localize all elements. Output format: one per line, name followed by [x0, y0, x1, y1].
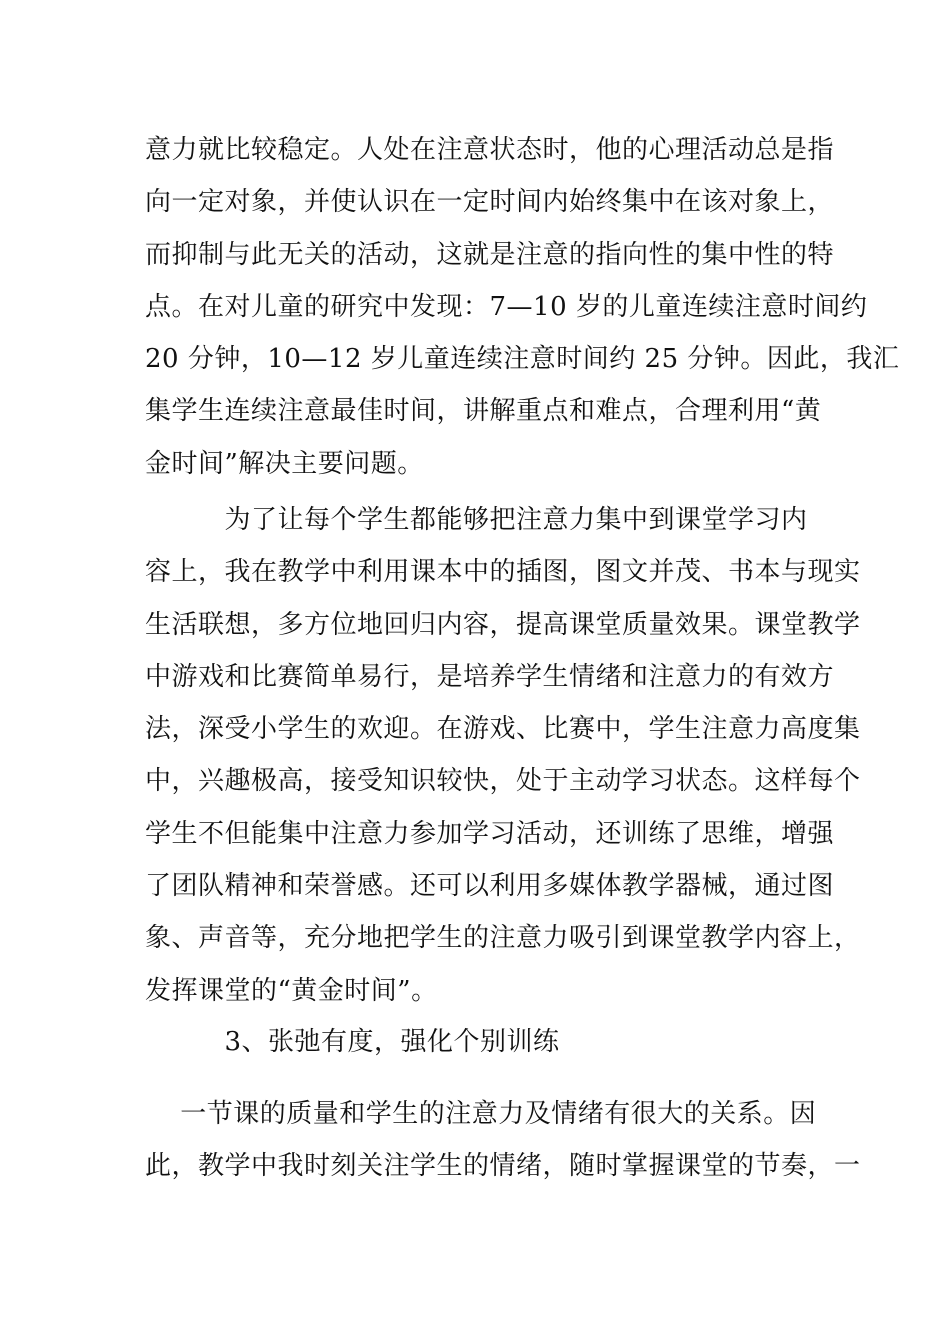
section-heading	[145, 1016, 810, 1068]
text-line: 中，兴趣极高，接受知识较快，处于主动学习状态。这样每个	[145, 766, 861, 797]
text-line: 一节课的质量和学生的注意力及情绪有很大的关系。因	[145, 1099, 817, 1129]
text-line: 学生不但能集中注意力参加学习活动，还训练了思维，增强	[145, 818, 835, 849]
paragraph-emotion-rhythm	[145, 1088, 861, 1193]
text-line: 发挥课堂的“黄金时间”。	[145, 975, 438, 1006]
text-line: 了团队精神和荣誉感。还可以利用多媒体教学器械，通过图	[145, 871, 835, 902]
text-line: 金时间”解决主要问题。	[145, 448, 424, 479]
text-line: 意力就比较稳定。人处在注意状态时，他的心理活动总是指	[145, 135, 835, 165]
text-line: 集学生连续注意最佳时间，讲解重点和难点，合理利用“黄	[145, 396, 822, 427]
heading-line: 3、张弛有度，强化个别训练	[145, 1027, 560, 1057]
text-line: 向一定对象，并使认识在一定时间内始终集中在该对象上，	[145, 187, 835, 218]
text-line: 此，教学中我时刻关注学生的情绪，随时掌握课堂的节奏，一	[145, 1151, 861, 1182]
text-line: 而抑制与此无关的活动，这就是注意的指向性的集中性的特	[145, 239, 835, 270]
paragraph-classroom-methods	[145, 494, 861, 1017]
text-line: 中游戏和比赛简单易行，是培养学生情绪和注意力的有效方	[145, 661, 835, 692]
text-line: 生活联想，多方位地回归内容，提高课堂质量效果。课堂教学	[145, 609, 861, 640]
text-line: 容上，我在教学中利用课本中的插图，图文并茂、书本与现实	[145, 557, 861, 588]
paragraph-attention-time	[145, 124, 900, 490]
text-line: 20 分钟，10—12 岁儿童连续注意时间约 25 分钟。因此，我汇	[145, 344, 900, 375]
text-line: 象、声音等，充分地把学生的注意力吸引到课堂教学内容上，	[145, 923, 861, 954]
text-line: 点。在对儿童的研究中发现：7—10 岁的儿童连续注意时间约	[145, 291, 868, 322]
text-line: 法，深受小学生的欢迎。在游戏、比赛中，学生注意力高度集	[145, 714, 861, 745]
text-line: 为了让每个学生都能够把注意力集中到课堂学习内	[145, 505, 808, 535]
